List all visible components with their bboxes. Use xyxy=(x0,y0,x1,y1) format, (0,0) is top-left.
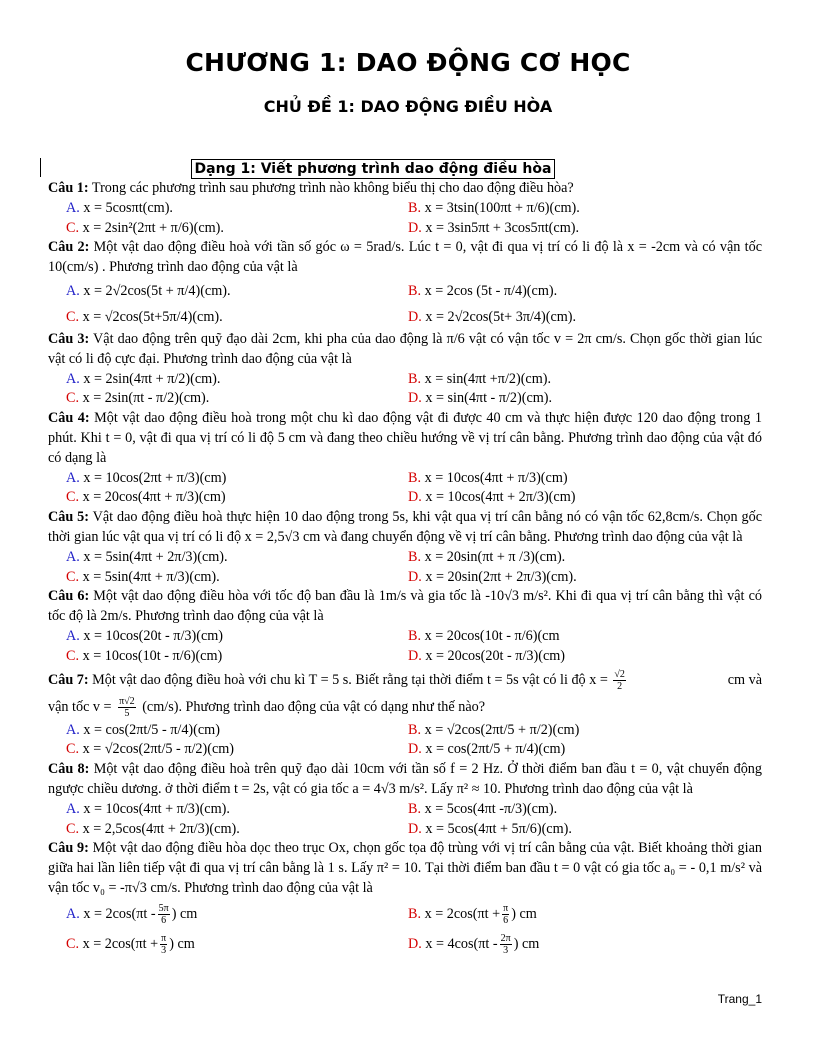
option-text: x = 20cos(10t - π/6)(cm xyxy=(424,627,560,644)
question-text: Vật dao động điều hoà thực hiện 10 dao động trong 5s, khi vật qua vị trí cân bằng nó có vận tốc 62,8cm/s. Chọn gốc thời gian lúc vật qua vị trí có li độ x = 2,5√3 cm và đang chuyển động về vị trí cân bằng. Phương trình dao động của vật là xyxy=(48,509,762,545)
question-text: Vật dao động trên quỹ đạo dài 2cm, khi pha của dao động là π/6 vật có vận tốc v = 2π cm/s. Chọn gốc thời gian lúc vật có li độ cực đại. Phương trình dao động của vật là xyxy=(48,330,762,367)
question-number: Câu 4: xyxy=(48,410,90,427)
option-letter: B. xyxy=(408,548,422,565)
fraction-numerator: π√2 xyxy=(119,695,135,707)
chapter-title: CHƯƠNG 1: DAO ĐỘNG CƠ HỌC xyxy=(185,48,631,77)
option-letter: B. xyxy=(408,282,422,299)
option-text: x = 10cos(20t - π/3)(cm) xyxy=(83,627,224,644)
fraction-denominator: 3 xyxy=(503,944,509,956)
option-letter: B. xyxy=(408,627,422,644)
option-text: x = 2sin(πt - π/2)(cm). xyxy=(82,390,210,407)
option-text: x = 3sin5πt + 3cos5πt(cm). xyxy=(425,219,580,236)
option-text: x = 5cos(4πt + 5π/6)(cm). xyxy=(425,820,572,837)
option-letter: C. xyxy=(66,820,80,837)
option-letter: D. xyxy=(408,219,422,236)
option-text: x = 2,5cos(4πt + 2π/3)(cm). xyxy=(82,820,240,837)
question-text: Một vật dao động điều hoà với chu kì T = 5 s. Biết rằng tại thời điểm t = 5s vật có li độ x = xyxy=(92,671,608,688)
option-text: x = 10cos(4πt + π/3)(cm). xyxy=(83,800,230,817)
question-5 xyxy=(48,508,762,587)
option-text: x = √2cos(2πt/5 + π/2)(cm) xyxy=(424,721,580,738)
question-number: Câu 9: xyxy=(48,840,89,857)
fraction-denominator: 6 xyxy=(161,914,167,926)
topic-title: CHỦ ĐỀ 1: DAO ĐỘNG ĐIỀU HÒA xyxy=(263,97,553,116)
option-text: x = 2sin²(2πt + π/6)(cm). xyxy=(82,219,224,236)
option-text: x = √2cos(5t+5π/4)(cm). xyxy=(82,308,223,325)
question-number: Câu 7: xyxy=(48,671,89,688)
fraction-numerator: √2 xyxy=(614,668,625,680)
option-letter: A. xyxy=(66,905,80,922)
option-text: x = 2cos (5t - π/4)(cm). xyxy=(424,282,558,299)
option-text: x = 2√2cos(5t + π/4)(cm). xyxy=(83,282,231,299)
option-letter: C. xyxy=(66,741,80,758)
option-text: x = 10cos(10t - π/6)(cm) xyxy=(82,647,223,664)
fraction-numerator: 5π xyxy=(158,902,169,914)
question-8 xyxy=(48,760,762,839)
question-7 xyxy=(48,667,762,761)
question-number: Câu 6: xyxy=(48,588,90,605)
option-text: x = 10cos(4πt + π/3)(cm) xyxy=(424,469,568,486)
option-text: x = 3tsin(100πt + π/6)(cm). xyxy=(424,199,580,216)
option-letter: D. xyxy=(408,308,422,325)
question-text: Một vật dao động điều hoà với tần số góc ω = 5rad/s. Lúc t = 0, vật đi qua vị trí có li độ là x = -2cm và có vận tốc 10(cm/s) . Phương trình dao động của vật là xyxy=(48,239,762,276)
option-letter: D. xyxy=(408,568,422,585)
option-letter: D. xyxy=(408,390,422,407)
fraction xyxy=(500,933,512,956)
fraction xyxy=(158,903,170,926)
option-letter: B. xyxy=(408,721,422,738)
option-text: x = 2cos(πt + xyxy=(82,935,159,952)
option-letter: A. xyxy=(66,370,80,387)
option-letter: B. xyxy=(408,905,422,922)
option-text: x = 10cos(4πt + 2π/3)(cm) xyxy=(425,489,576,506)
text-cursor xyxy=(40,158,41,177)
option-text: x = 2cos(πt + xyxy=(424,905,501,922)
question-1 xyxy=(48,179,762,238)
option-letter: D. xyxy=(408,741,422,758)
option-text: x = 4cos(πt - xyxy=(425,935,498,952)
question-text: Trong các phương trình sau phương trình nào không biểu thị cho dao động điều hòa? xyxy=(91,180,574,196)
fraction xyxy=(160,933,167,956)
fraction-denominator: 5 xyxy=(124,707,130,719)
option-text: x = cos(2πt/5 - π/4)(cm) xyxy=(83,721,220,738)
option-text: x = 10cos(2πt + π/3)(cm) xyxy=(83,469,227,486)
question-number: Câu 2: xyxy=(48,239,90,256)
option-text: x = sin(4πt +π/2)(cm). xyxy=(424,370,552,387)
fraction-numerator: π xyxy=(503,902,509,914)
option-text: x = 5cosπt(cm). xyxy=(83,199,173,216)
question-3 xyxy=(48,330,762,409)
option-letter: B. xyxy=(408,800,422,817)
option-letter: A. xyxy=(66,627,80,644)
question-6 xyxy=(48,587,762,666)
option-letter: A. xyxy=(66,800,80,817)
question-text: cm và xyxy=(727,671,762,688)
option-text: x = cos(2πt/5 + π/4)(cm) xyxy=(425,741,566,758)
option-letter: C. xyxy=(66,647,80,664)
fraction-numerator: 2π xyxy=(500,932,511,944)
option-text: x = 2√2cos(5t+ 3π/4)(cm). xyxy=(425,308,577,325)
fraction-denominator: 3 xyxy=(161,944,167,956)
question-number: Câu 3: xyxy=(48,330,90,347)
option-text: x = 2sin(4πt + π/2)(cm). xyxy=(83,370,221,387)
fraction xyxy=(613,669,626,692)
section-title: Dạng 1: Viết phương trình dao động điều hòa xyxy=(191,159,555,179)
option-letter: B. xyxy=(408,199,422,216)
option-letter: B. xyxy=(408,469,422,486)
option-letter: C. xyxy=(66,308,80,325)
option-letter: C. xyxy=(66,219,80,236)
question-9 xyxy=(48,839,762,958)
option-letter: D. xyxy=(408,489,422,506)
question-text: Một vật dao động điều hoà trên quỹ đạo dài 10cm với tần số f = 2 Hz. Ở thời điểm ban đầu t = 0, vật chuyển động ngược chiều dương. ở thời điểm t = 2s, vật có gia tốc a = 4√3 m/s². Lấy π² ≈ 10. Phương trình dao động của vật là xyxy=(48,761,762,797)
option-letter: C. xyxy=(66,568,80,585)
fraction xyxy=(502,903,509,926)
option-letter: D. xyxy=(408,647,422,664)
option-letter: A. xyxy=(66,721,80,738)
option-letter: C. xyxy=(66,935,80,952)
question-text: vận tốc v = xyxy=(48,698,112,715)
question-2 xyxy=(48,238,762,330)
option-text: x = 20sin(2πt + 2π/3)(cm). xyxy=(425,568,577,585)
option-letter: A. xyxy=(66,199,80,216)
option-text: x = 5sin(4πt + 2π/3)(cm). xyxy=(83,548,228,565)
option-text: x = 20cos(20t - π/3)(cm) xyxy=(425,647,566,664)
fraction-denominator: 6 xyxy=(503,914,509,926)
question-number: Câu 1: xyxy=(48,180,89,196)
option-text: x = √2cos(2πt/5 - π/2)(cm) xyxy=(82,741,235,758)
option-text: x = sin(4πt - π/2)(cm). xyxy=(425,390,553,407)
question-number: Câu 5: xyxy=(48,509,89,526)
option-text: x = 5cos(4πt -π/3)(cm). xyxy=(424,800,558,817)
question-text: Một vật dao động điều hòa dọc theo trục Ox, chọn gốc tọa độ trùng với vị trí cân bằng của vật. Biết khoảng thời gian giữa hai lần liên tiếp vật đi qua vị trí cân bằng là 1 s. Lấy π² = 10. Tại thời điểm ban đầu t = 0 vật có gia tốc a₀ = - 0,1 m/s² và vận tốc v₀ = -π√3 cm/s. Phương trình dao động của vật là xyxy=(48,840,762,896)
option-letter: C. xyxy=(66,390,80,407)
option-text: x = 2cos(πt - xyxy=(83,905,156,922)
question-text: Một vật dao động điều hoà trong một chu kì dao động vật đi được 40 cm và thực hiện được 120 dao động trong 1 phút. Khi t = 0, vật đi qua vị trí có li độ 5 cm và đang theo chiều hướng về vị trí cân bằng. Phương trình dao động của vật đó có dạng là xyxy=(48,410,762,466)
fraction-numerator: π xyxy=(161,932,167,944)
fraction xyxy=(118,696,136,719)
option-letter: A. xyxy=(66,282,80,299)
option-letter: A. xyxy=(66,469,80,486)
option-text: ) cm xyxy=(511,905,537,922)
option-text: ) cm xyxy=(171,905,198,922)
option-text: ) cm xyxy=(513,935,540,952)
question-4 xyxy=(48,409,762,508)
page-footer: Trang_1 xyxy=(717,992,762,1006)
option-letter: B. xyxy=(408,370,422,387)
option-letter: D. xyxy=(408,935,422,952)
option-letter: A. xyxy=(66,548,80,565)
option-text: ) cm xyxy=(169,935,195,952)
option-letter: D. xyxy=(408,820,422,837)
option-text: x = 5sin(4πt + π/3)(cm). xyxy=(82,568,220,585)
option-letter: C. xyxy=(66,489,80,506)
option-text: x = 20sin(πt + π /3)(cm). xyxy=(424,548,566,565)
question-number: Câu 8: xyxy=(48,761,90,778)
fraction-denominator: 2 xyxy=(617,680,623,692)
option-text: x = 20cos(4πt + π/3)(cm) xyxy=(82,489,226,506)
question-text: Một vật dao động điều hòa với tốc độ ban đầu là 1m/s và gia tốc là -10√3 m/s². Khi đi qua vị trí cân bằng thì vật có tốc độ là 2m/s. Phương trình dao động của vật là xyxy=(48,588,762,625)
question-list xyxy=(48,179,762,959)
question-text: (cm/s). Phương trình dao động của vật có dạng như thế nào? xyxy=(142,698,486,715)
